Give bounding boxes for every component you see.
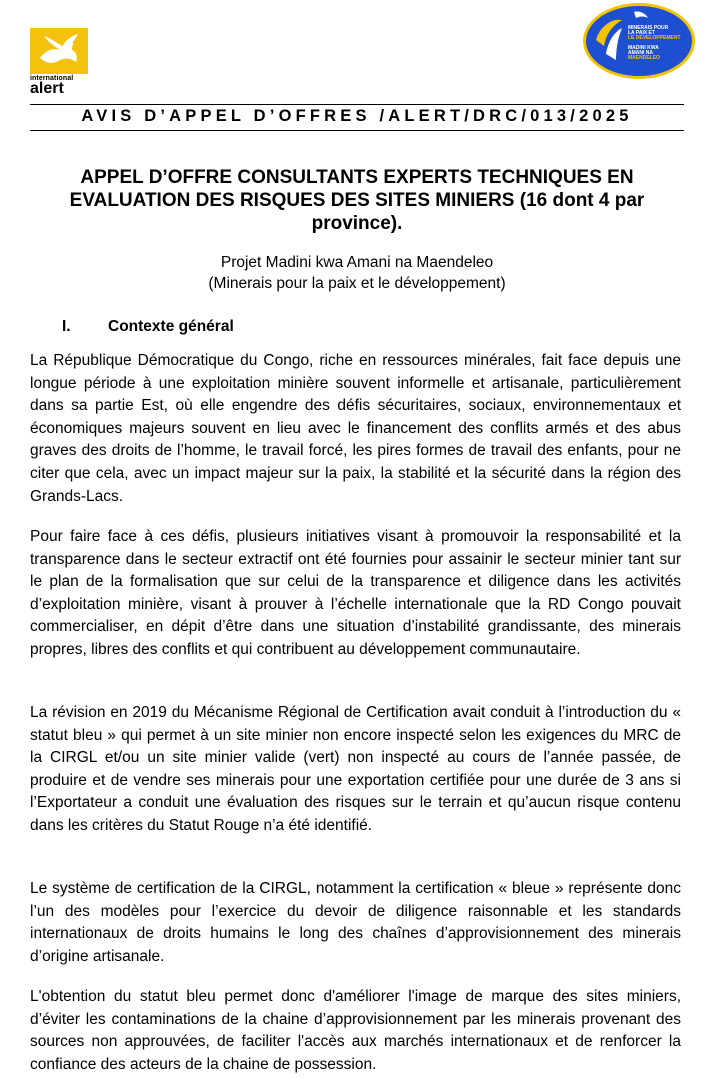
document-title: APPEL D’OFFRE CONSULTANTS EXPERTS TECHNIQUES EN EVALUATION DES RISQUES DES SITES MINIERS (16 dont 4 par province).	[69, 167, 645, 234]
svg-text:AMANI NA: AMANI NA	[628, 50, 653, 56]
svg-text:MAENDELEO: MAENDELEO	[628, 55, 660, 61]
svg-text:LE DÉVELOPPEMENT: LE DÉVELOPPEMENT	[628, 35, 681, 41]
madini-logo-graphic	[582, 2, 696, 80]
svg-text:LA PAIX ET: LA PAIX ET	[628, 30, 655, 36]
paragraph-3: La révision en 2019 du Mécanisme Régional de Certification avait conduit à l’introduction du « statut bleu » qui permet à un site minier non encore inspecté selon les exigences du MRC de la CIRGL et/ou un site minier valide (vert) non inspecté au cours de l’année passée, de produire et de vendre ses minerais pour une exportation certifiée pour une durée de 3 ans si l’Exportateur a conduit une évaluation des risques sur le terrain et qu’aucun risque contenu dans les critères du Statut Rouge n’a été identifié.	[30, 704, 681, 834]
section-number: I.	[62, 318, 71, 335]
international-alert-logo	[30, 28, 90, 104]
madini-project-logo	[582, 2, 696, 80]
project-name-translation: (Minerais pour la paix et le développement)	[208, 275, 506, 292]
project-name: Projet Madini kwa Amani na Maendeleo	[220, 254, 494, 271]
logo-text-alert: alert	[30, 80, 64, 97]
svg-text:MINERAIS POUR: MINERAIS POUR	[628, 25, 669, 31]
logo-text-international: international	[30, 75, 74, 82]
paragraph-5: L'obtention du statut bleu permet donc d'améliorer l'image de marque des sites miniers, d’éviter les contaminations de la chaine d’approvisionnement par les minerais provenant des sources non approuvées, de faciliter l'accès aux marchés internationaux et de renforcer la confiance des acteurs de la chaine de possession.	[30, 988, 681, 1073]
header-bottom-rule	[30, 130, 684, 131]
paragraph-4: Le système de certification de la CIRGL, notamment la certification « bleue » représente donc l’un des modèles pour l’exercice du devoir de diligence raisonnable et les standards internationaux de droits humains le long des chaînes d’approvisionnement des minerais d’origine artisanale.	[30, 880, 681, 965]
section-heading-context	[62, 318, 234, 336]
section-title: Contexte général	[108, 318, 234, 335]
paragraph-2: Pour faire face à ces défis, plusieurs initiatives visant à promouvoir la responsabilité et la transparence dans le secteur extractif ont été fournies pour assainir le secteur minier tant sur le plan de la formalisation que sur celui de la transparence et diligence dans les activités d’exploitation minière, visant à prouver à l’échelle internationale que la RD Congo pouvait commercialiser, en dépit d’être dans une situation d’instabilité grandissante, des minerais propres, libres des conflits et qui contribuent au développement communautaire.	[30, 528, 681, 658]
project-subtitle	[30, 252, 684, 294]
header-top-rule	[30, 104, 684, 105]
svg-text:MADINI KWA: MADINI KWA	[628, 45, 659, 51]
tender-notice-title: AVIS D’APPEL D’OFFRES /ALERT/DRC/013/2025	[81, 107, 633, 125]
paragraph-1: La République Démocratique du Congo, riche en ressources minérales, fait face depuis une longue période à une exploitation minière souvent informelle et artisanale, particulièrement dans sa partie Est, où elle engendre des défis sécuritaires, sociaux, environnementaux et économiques majeurs souvent en lieu avec le financement des conflits armés et des abus graves des droits de l’homme, le travail forcé, les pires formes de travail des enfants, pour ne citer que cela, avec un impact majeur sur la paix, la stabilité et la sécurité dans la région des Grands-Lacs.	[30, 352, 681, 505]
dove-icon	[30, 28, 88, 74]
